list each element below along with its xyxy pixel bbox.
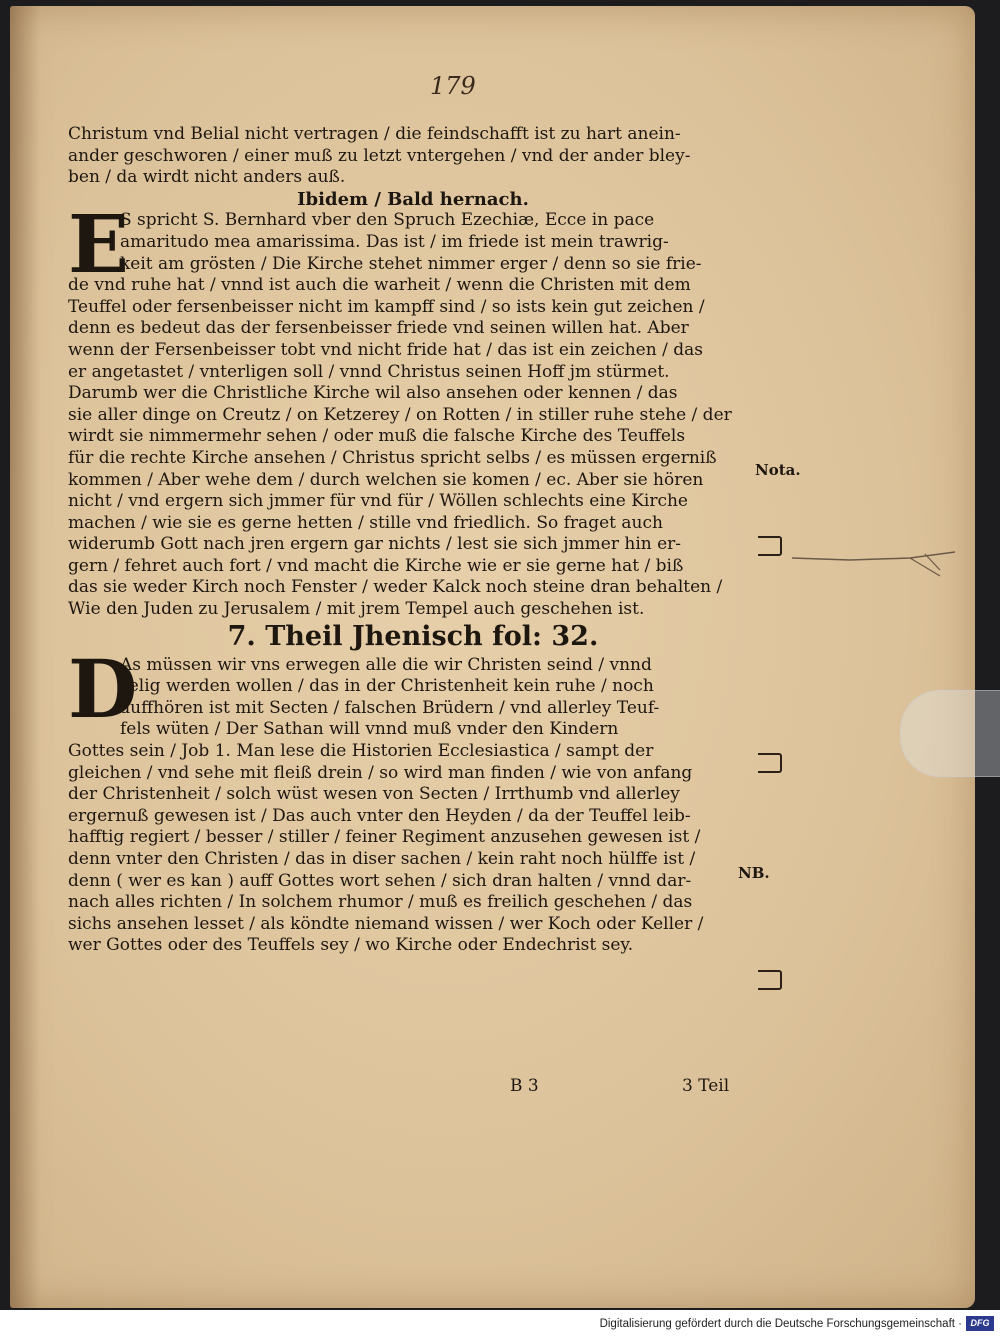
text-line: gleichen / vnd sehe mit fleiß drein / so wird man finden / wie von anfang (68, 762, 693, 783)
text-line: Darumb wer die Christliche Kirche wil also ansehen oder kennen / das (68, 383, 678, 404)
text-line: Wie den Juden zu Jerusalem / mit jrem Tempel auch geschehen ist. (68, 599, 645, 620)
drop-initial-e: E (68, 197, 129, 292)
margin-note-nota: Nota. (755, 461, 801, 479)
text-line: keit am grösten / Die Kirche stehet nimmer erger / denn so sie frie- (120, 253, 702, 274)
text-line: nicht / vnd ergern sich jmmer für vnd für / Wöllen schlechts eine Kirche (68, 491, 688, 512)
text-line: sie aller dinge on Creutz / on Ketzerey / on Rotten / in stiller ruhe stehe / der (68, 404, 732, 425)
text-line: denn ( wer es kan ) auff Gottes wort sehen / sich dran halten / vnnd dar- (68, 870, 692, 891)
text-line: fels wüten / Der Sathan will vnnd muß vnder den Kindern (120, 719, 619, 740)
margin-note-nb: NB. (738, 864, 770, 882)
text-line: auffhören ist mit Secten / falschen Brüdern / vnd allerley Teuf- (120, 697, 660, 718)
text-line: gern / fehret auch fort / vnd macht die Kirche wie er sie gerne hat / biß (68, 555, 684, 576)
section2-paragraph (68, 641, 758, 957)
text-line: denn es bedeut das der fersenbeisser friede vnd seinen willen hat. Aber (68, 318, 689, 339)
text-line: S spricht S. Bernhard vber den Spruch Ezechiæ, Ecce in pace (120, 210, 655, 231)
text-line: de vnd ruhe hat / vnnd ist auch die warheit / wenn die Christen mit dem (68, 275, 691, 296)
text-line: machen / wie sie es gerne hetten / stille vnd friedlich. So fraget auch (68, 512, 663, 533)
text-line: sichs ansehen lesset / als köndte niemand wissen / wer Koch oder Keller / (68, 913, 704, 934)
text-line: ander geschworen / einer muß zu letzt vntergehen / vnd der ander bley- (68, 145, 691, 166)
catchword: 3 Teil (682, 1076, 730, 1096)
text-line: amaritudo mea amarissima. Das ist / im friede ist mein trawrig- (120, 231, 669, 252)
text-line: er angetastet / vnterligen soll / vnnd Christus seinen Hoff jm stürmet. (68, 361, 670, 382)
text-line: wer Gottes oder des Teuffels sey / wo Kirche oder Endechrist sey. (68, 935, 634, 956)
drop-initial-d: D (68, 641, 138, 736)
margin-bracket-mark (758, 753, 782, 773)
text-line: wenn der Fersenbeisser tobt vnd nicht fride hat / das ist ein zeichen / das (68, 339, 703, 360)
section2-heading: 7. Theil Jhenisch fol: 32. (227, 620, 599, 652)
dfg-logo-icon: DFG (966, 1316, 994, 1331)
footer-bar (0, 1312, 1000, 1336)
section1-lead-lines (68, 124, 758, 189)
pencil-annotation-mark (790, 546, 960, 586)
page-gutter-shadow (10, 6, 40, 1308)
text-line: hafftig regiert / besser / stiller / feiner Regiment anzusehen gewesen ist / (68, 827, 701, 848)
text-line: ben / da wirdt nicht anders auß. (68, 167, 346, 188)
page-number: 179 (430, 72, 476, 100)
page-clip-tab (900, 690, 1000, 777)
text-line: As müssen wir vns erwegen alle die wir Christen seind / vnnd (120, 654, 652, 675)
text-line: kommen / Aber wehe dem / durch welchen sie komen / ec. Aber sie hören (68, 469, 704, 490)
text-line: Teuffel oder fersenbeisser nicht im kampff sind / so ists kein gut zeichen / (68, 296, 705, 317)
margin-bracket-mark (758, 536, 782, 556)
text-block (68, 124, 758, 957)
digitization-credit: Digitalisierung gefördert durch die Deutsche Forschungsgemeinschaft · (599, 1318, 962, 1330)
section1-subheading: Ibidem / Bald hernach. (297, 188, 529, 210)
book-page (10, 6, 975, 1308)
text-line: nach alles richten / In solchem rhumor / muß es freilich geschehen / das (68, 892, 693, 913)
text-line: ergernuß gewesen ist / Das auch vnter den Heyden / da der Teuffel leib- (68, 805, 691, 826)
text-line: selig werden wollen / das in der Christenheit kein ruhe / noch (120, 676, 654, 697)
text-line: Gottes sein / Job 1. Man lese die Historien Ecclesiastica / sampt der (68, 741, 654, 762)
text-line: der Christenheit / solch wüst wesen von Secten / Irrthumb vnd allerley (68, 784, 680, 805)
text-line: Christum vnd Belial nicht vertragen / die feindschafft ist zu hart anein- (68, 124, 681, 144)
text-line: wirdt sie nimmermehr sehen / oder muß die falsche Kirche des Teuffels (68, 426, 686, 447)
margin-bracket-mark (758, 970, 782, 990)
text-line: das sie weder Kirch noch Fenster / weder Kalck noch steine dran behalten / (68, 577, 723, 598)
text-line: widerumb Gott nach jren ergern gar nichts / lest sie sich jmmer hin er- (68, 534, 682, 555)
text-line: denn vnter den Christen / das in diser sachen / kein raht noch hülffe ist / (68, 849, 696, 869)
text-line: für die rechte Kirche ansehen / Christus spricht selbs / es müssen ergerniß (68, 447, 717, 468)
signature-mark: B 3 (510, 1076, 539, 1096)
